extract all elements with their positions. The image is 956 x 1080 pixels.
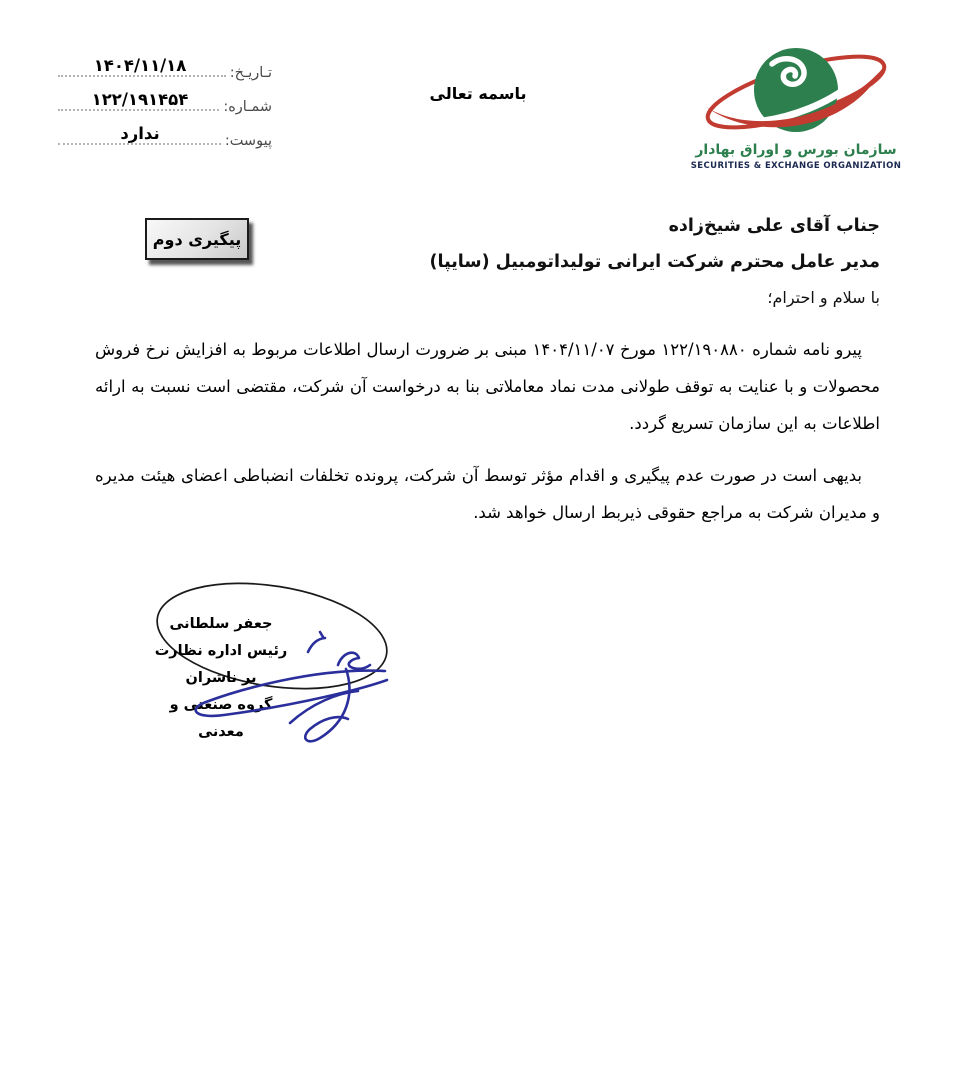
signatory-name: جعفر سلطانی — [169, 616, 273, 632]
dotted-line — [58, 143, 221, 145]
number-value: ۱۲۲/۱۹۱۴۵۴ — [91, 89, 189, 109]
followup-stamp-label: پیگیری دوم — [152, 229, 242, 249]
seo-logo — [688, 40, 904, 171]
body-paragraph-1: پیرو نامه شماره ۱۲۲/۱۹۰۸۸۰ مورخ ۱۴۰۴/۱۱/۰۷ مبنی بر ضرورت ارسال اطلاعات مربوط به افزایش نرخ فروش محصولات و با عنایت به توقف طولانی مدت نماد معاملاتی بنا به درخواست آن شرکت، مقتضی است نسبت به ارائه اطلاعات به این سازمان تسریع گردد. — [95, 340, 880, 433]
recipient-name: جناب آقای علی شیخ‌زاده — [668, 216, 880, 236]
signature-ink-icon — [140, 572, 410, 762]
dotted-line — [58, 109, 219, 111]
date-label: تـاریـخ: — [229, 64, 272, 81]
number-label: شمـاره: — [223, 98, 272, 115]
letter-body — [95, 331, 880, 531]
attachment-label: پیوست: — [224, 132, 272, 149]
followup-stamp — [145, 218, 249, 260]
date-field-row — [58, 46, 274, 80]
date-value: ۱۴۰۴/۱۱/۱۸ — [93, 55, 187, 75]
recipient-block — [430, 216, 880, 307]
body-paragraph-2: بدیهی است در صورت عدم پیگیری و اقدام مؤثر توسط آن شرکت، پرونده تخلفات انضباطی اعضای هیئت مدیره و مدیران شرکت به مراجع حقوقی ذیربط ارسال خواهد شد. — [95, 466, 880, 522]
org-name-en: SECURITIES & EXCHANGE ORGANIZATION — [690, 160, 902, 171]
recipient-title: مدیر عامل محترم شرکت ایرانی تولیداتومبیل (سایپا) — [429, 252, 880, 272]
bismillah-text: باسمه تعالی — [429, 84, 527, 103]
dotted-line — [58, 75, 226, 77]
org-name-fa: سازمان بورس و اوراق بهادار — [695, 142, 897, 158]
salutation: با سلام و احترام؛ — [767, 288, 880, 307]
signatory-department: گروه صنعتی و معدنی — [169, 697, 273, 740]
attachment-value: ندارد — [120, 123, 160, 143]
attachment-field-row — [58, 114, 274, 148]
signatory-title: رئیس اداره نظارت بر ناشران — [154, 643, 288, 686]
globe-swoosh-icon — [696, 40, 896, 140]
